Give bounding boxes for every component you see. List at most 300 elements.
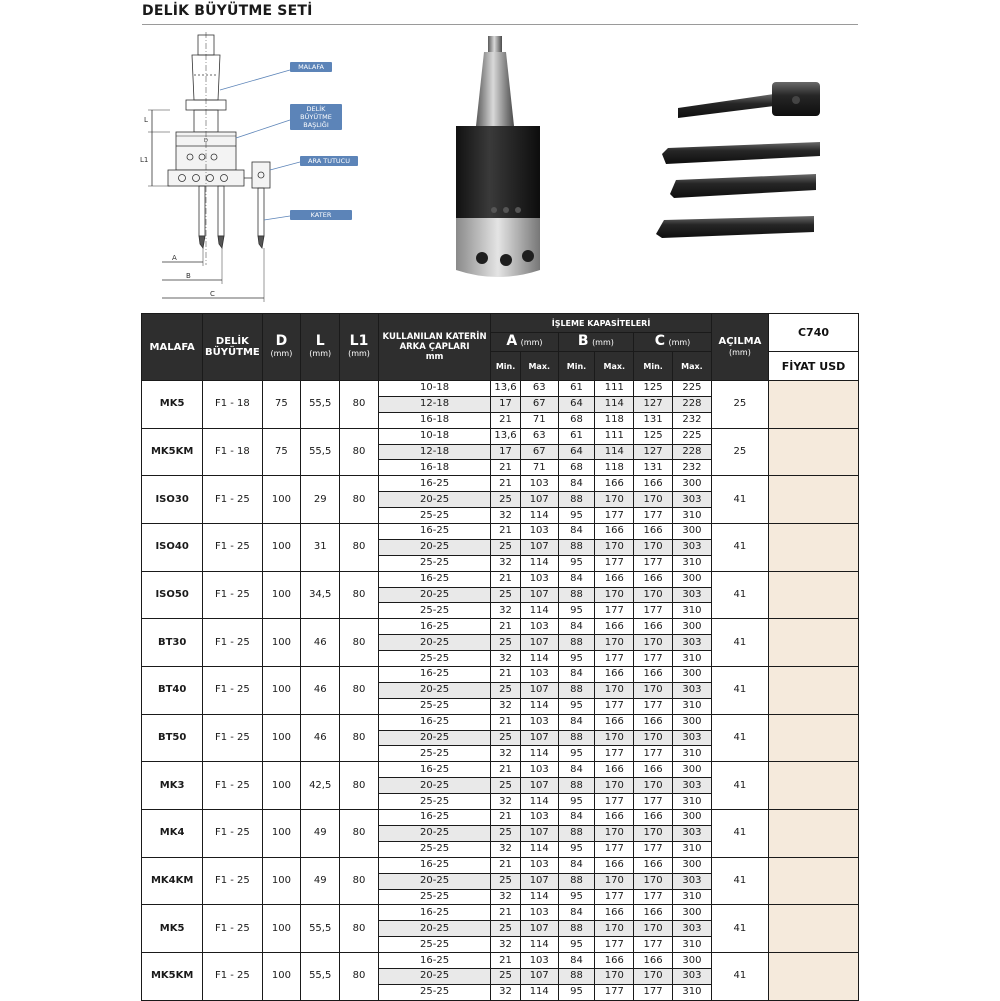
d-cell: 75	[262, 428, 301, 476]
a-max-cell: 107	[520, 492, 558, 508]
kater-cap-cell: 20-25	[378, 587, 490, 603]
b-max-cell: 166	[595, 667, 634, 683]
boring-bars-photo	[652, 78, 824, 242]
a-min-cell: 25	[491, 921, 521, 937]
b-min-cell: 95	[558, 841, 595, 857]
product-code: C740	[769, 314, 859, 352]
a-max-cell: 114	[520, 651, 558, 667]
b-max-cell: 170	[595, 730, 634, 746]
b-max-cell: 170	[595, 968, 634, 984]
price-cell	[769, 953, 859, 1001]
b-min-cell: 88	[558, 539, 595, 555]
c-max-cell: 310	[672, 603, 711, 619]
l1-cell: 80	[340, 428, 379, 476]
b-min-cell: 88	[558, 921, 595, 937]
c-min-cell: 170	[634, 730, 673, 746]
b-max-cell: 166	[595, 524, 634, 540]
b-min-cell: 68	[558, 412, 595, 428]
d-cell: 100	[262, 571, 301, 619]
a-max-cell: 103	[520, 524, 558, 540]
header-L1	[340, 314, 379, 381]
d-cell: 100	[262, 476, 301, 524]
d-cell: 100	[262, 857, 301, 905]
a-min-cell: 25	[491, 492, 521, 508]
a-min-cell: 32	[491, 841, 521, 857]
a-min-cell: 17	[491, 444, 521, 460]
table-row	[142, 905, 859, 921]
a-max-cell: 114	[520, 698, 558, 714]
c-min-cell: 170	[634, 968, 673, 984]
b-min-cell: 84	[558, 953, 595, 969]
header-acilma	[711, 314, 768, 381]
a-min-cell: 25	[491, 587, 521, 603]
a-max-cell: 63	[520, 428, 558, 444]
table-row	[142, 667, 859, 683]
table-row	[142, 524, 859, 540]
a-min-cell: 32	[491, 508, 521, 524]
price-cell	[769, 428, 859, 476]
malafa-cell: BT50	[142, 714, 203, 762]
c-min-cell: 125	[634, 428, 673, 444]
b-max-cell: 170	[595, 635, 634, 651]
a-min-cell: 21	[491, 412, 521, 428]
delik-cell: F1 - 18	[203, 428, 262, 476]
kater-cap-cell: 16-25	[378, 953, 490, 969]
b-min-cell: 84	[558, 571, 595, 587]
c-min-cell: 170	[634, 539, 673, 555]
b-min-cell: 95	[558, 698, 595, 714]
kater-cap-cell: 20-25	[378, 682, 490, 698]
b-min-cell: 64	[558, 396, 595, 412]
d-cell: 75	[262, 381, 301, 429]
c-max-cell: 300	[672, 905, 711, 921]
acilma-cell: 41	[711, 714, 768, 762]
header-C-unit: (mm)	[668, 338, 691, 347]
l1-cell: 80	[340, 953, 379, 1001]
c-max-cell: 303	[672, 492, 711, 508]
l-cell: 34,5	[301, 571, 340, 619]
header-L-label: L	[315, 332, 325, 349]
title-divider	[142, 24, 858, 25]
kater-cap-cell: 25-25	[378, 555, 490, 571]
table-row	[142, 571, 859, 587]
a-max-cell: 114	[520, 984, 558, 1000]
label-kater: KATER	[290, 210, 352, 220]
b-max-cell: 177	[595, 937, 634, 953]
a-max-cell: 67	[520, 396, 558, 412]
a-max-cell: 103	[520, 667, 558, 683]
price-cell	[769, 524, 859, 572]
acilma-cell: 41	[711, 857, 768, 905]
kater-cap-cell: 16-25	[378, 571, 490, 587]
b-max-cell: 170	[595, 587, 634, 603]
acilma-cell: 41	[711, 762, 768, 810]
c-max-cell: 228	[672, 444, 711, 460]
malafa-cell: ISO50	[142, 571, 203, 619]
c-min-cell: 177	[634, 746, 673, 762]
dim-D-label: D	[204, 138, 208, 144]
b-min-cell: 84	[558, 810, 595, 826]
b-max-cell: 170	[595, 873, 634, 889]
a-max-cell: 114	[520, 937, 558, 953]
table-row	[142, 381, 859, 397]
table-row	[142, 857, 859, 873]
malafa-cell: ISO40	[142, 524, 203, 572]
kater-cap-cell: 10-18	[378, 381, 490, 397]
l-cell: 49	[301, 810, 340, 858]
b-min-cell: 84	[558, 714, 595, 730]
a-min-cell: 13,6	[491, 428, 521, 444]
l1-cell: 80	[340, 571, 379, 619]
c-max-cell: 310	[672, 794, 711, 810]
c-min-cell: 166	[634, 953, 673, 969]
price-label: FİYAT USD	[769, 352, 859, 381]
l1-cell: 80	[340, 381, 379, 429]
malafa-cell: MK5	[142, 905, 203, 953]
kater-cap-cell: 16-25	[378, 667, 490, 683]
a-max-cell: 114	[520, 603, 558, 619]
a-min-cell: 25	[491, 825, 521, 841]
c-max-cell: 310	[672, 698, 711, 714]
b-max-cell: 166	[595, 857, 634, 873]
malafa-cell: BT30	[142, 619, 203, 667]
l-cell: 49	[301, 857, 340, 905]
b-max-cell: 114	[595, 444, 634, 460]
kater-cap-cell: 20-25	[378, 825, 490, 841]
c-min-cell: 170	[634, 492, 673, 508]
kater-cap-cell: 16-18	[378, 460, 490, 476]
b-max-cell: 166	[595, 953, 634, 969]
kater-cap-cell: 25-25	[378, 746, 490, 762]
b-min-cell: 95	[558, 794, 595, 810]
delik-cell: F1 - 25	[203, 762, 262, 810]
b-max-cell: 166	[595, 905, 634, 921]
a-max-cell: 107	[520, 968, 558, 984]
header-L	[301, 314, 340, 381]
d-cell: 100	[262, 762, 301, 810]
a-max-cell: 107	[520, 730, 558, 746]
label-ara-tutucu: ARA TUTUCU	[300, 156, 358, 166]
malafa-cell: MK5KM	[142, 428, 203, 476]
price-cell	[769, 476, 859, 524]
b-min-cell: 61	[558, 381, 595, 397]
malafa-cell: MK5	[142, 381, 203, 429]
malafa-cell: MK4	[142, 810, 203, 858]
c-max-cell: 303	[672, 968, 711, 984]
header-kullanilan-label: KULLANILAN KATERİN ARKA ÇAPLARI	[382, 332, 487, 352]
c-max-cell: 303	[672, 635, 711, 651]
malafa-cell: BT40	[142, 667, 203, 715]
c-max-cell: 310	[672, 508, 711, 524]
delik-cell: F1 - 25	[203, 905, 262, 953]
c-max-cell: 310	[672, 937, 711, 953]
dim-L1-label: L1	[140, 156, 149, 164]
table-row	[142, 714, 859, 730]
malafa-cell: ISO30	[142, 476, 203, 524]
header-D-label: D	[275, 332, 288, 349]
delik-cell: F1 - 25	[203, 619, 262, 667]
kater-cap-cell: 20-25	[378, 968, 490, 984]
b-max-cell: 170	[595, 921, 634, 937]
l1-cell: 80	[340, 619, 379, 667]
a-max-cell: 107	[520, 921, 558, 937]
a-min-cell: 21	[491, 905, 521, 921]
c-min-cell: 177	[634, 984, 673, 1000]
delik-cell: F1 - 18	[203, 381, 262, 429]
header-B	[558, 333, 634, 352]
acilma-cell: 41	[711, 810, 768, 858]
spec-table	[141, 313, 859, 1001]
header-b-min: Min.	[558, 352, 595, 381]
c-min-cell: 166	[634, 571, 673, 587]
b-max-cell: 177	[595, 651, 634, 667]
table-row	[142, 762, 859, 778]
a-max-cell: 103	[520, 953, 558, 969]
a-min-cell: 32	[491, 603, 521, 619]
a-min-cell: 25	[491, 539, 521, 555]
c-max-cell: 303	[672, 825, 711, 841]
c-min-cell: 170	[634, 873, 673, 889]
c-max-cell: 303	[672, 921, 711, 937]
a-min-cell: 21	[491, 476, 521, 492]
header-D-unit: (mm)	[270, 348, 293, 358]
l-cell: 55,5	[301, 428, 340, 476]
kater-cap-cell: 20-25	[378, 539, 490, 555]
c-min-cell: 170	[634, 635, 673, 651]
b-max-cell: 170	[595, 682, 634, 698]
b-min-cell: 84	[558, 524, 595, 540]
header-kullanilan-unit: mm	[425, 352, 444, 362]
c-min-cell: 166	[634, 762, 673, 778]
delik-cell: F1 - 25	[203, 810, 262, 858]
l-cell: 29	[301, 476, 340, 524]
b-min-cell: 84	[558, 905, 595, 921]
c-min-cell: 166	[634, 524, 673, 540]
c-min-cell: 166	[634, 714, 673, 730]
kater-cap-cell: 16-25	[378, 810, 490, 826]
c-max-cell: 310	[672, 746, 711, 762]
b-max-cell: 177	[595, 794, 634, 810]
a-max-cell: 114	[520, 746, 558, 762]
acilma-cell: 41	[711, 476, 768, 524]
price-cell	[769, 571, 859, 619]
l1-cell: 80	[340, 810, 379, 858]
b-min-cell: 95	[558, 984, 595, 1000]
l1-cell: 80	[340, 524, 379, 572]
c-max-cell: 300	[672, 619, 711, 635]
b-max-cell: 166	[595, 571, 634, 587]
c-min-cell: 177	[634, 889, 673, 905]
table-row	[142, 476, 859, 492]
dim-L-label: L	[144, 116, 148, 124]
price-cell	[769, 714, 859, 762]
b-min-cell: 95	[558, 937, 595, 953]
l-cell: 46	[301, 619, 340, 667]
l1-cell: 80	[340, 714, 379, 762]
c-max-cell: 232	[672, 412, 711, 428]
price-cell	[769, 810, 859, 858]
kater-cap-cell: 20-25	[378, 921, 490, 937]
l-cell: 55,5	[301, 381, 340, 429]
b-max-cell: 177	[595, 889, 634, 905]
b-min-cell: 88	[558, 682, 595, 698]
b-min-cell: 84	[558, 762, 595, 778]
b-min-cell: 88	[558, 730, 595, 746]
header-D	[262, 314, 301, 381]
a-max-cell: 103	[520, 714, 558, 730]
acilma-cell: 41	[711, 667, 768, 715]
kater-cap-cell: 16-25	[378, 905, 490, 921]
c-min-cell: 170	[634, 778, 673, 794]
acilma-cell: 25	[711, 381, 768, 429]
label-malafa: MALAFA	[290, 62, 332, 72]
c-min-cell: 177	[634, 841, 673, 857]
c-min-cell: 131	[634, 412, 673, 428]
c-min-cell: 177	[634, 555, 673, 571]
a-min-cell: 13,6	[491, 381, 521, 397]
d-cell: 100	[262, 667, 301, 715]
kater-cap-cell: 25-25	[378, 651, 490, 667]
c-max-cell: 303	[672, 539, 711, 555]
header-L-unit: (mm)	[309, 348, 332, 358]
header-L1-label: L1	[349, 332, 369, 349]
b-max-cell: 118	[595, 460, 634, 476]
b-max-cell: 118	[595, 412, 634, 428]
kater-cap-cell: 20-25	[378, 778, 490, 794]
c-min-cell: 177	[634, 603, 673, 619]
header-L1-unit: (mm)	[348, 348, 370, 358]
c-max-cell: 310	[672, 841, 711, 857]
c-max-cell: 303	[672, 778, 711, 794]
kater-cap-cell: 25-25	[378, 984, 490, 1000]
c-max-cell: 228	[672, 396, 711, 412]
dim-C-label: C	[210, 290, 215, 298]
b-min-cell: 95	[558, 555, 595, 571]
a-min-cell: 32	[491, 984, 521, 1000]
b-max-cell: 166	[595, 810, 634, 826]
header-delik-buyutme: DELİK BÜYÜTME	[203, 314, 262, 381]
technical-drawing-svg	[140, 30, 370, 305]
b-max-cell: 177	[595, 603, 634, 619]
header-c-min: Min.	[634, 352, 673, 381]
b-max-cell: 166	[595, 476, 634, 492]
header-A	[491, 333, 558, 352]
acilma-cell: 25	[711, 428, 768, 476]
a-max-cell: 103	[520, 762, 558, 778]
header-isleme: İŞLEME KAPASİTELERİ	[491, 314, 712, 333]
b-max-cell: 170	[595, 825, 634, 841]
price-cell	[769, 857, 859, 905]
b-max-cell: 111	[595, 381, 634, 397]
c-min-cell: 127	[634, 396, 673, 412]
c-max-cell: 300	[672, 857, 711, 873]
a-min-cell: 32	[491, 698, 521, 714]
delik-cell: F1 - 25	[203, 714, 262, 762]
header-A-unit: (mm)	[520, 338, 543, 347]
kater-cap-cell: 25-25	[378, 794, 490, 810]
a-min-cell: 21	[491, 857, 521, 873]
b-min-cell: 84	[558, 619, 595, 635]
header-a-max: Max.	[520, 352, 558, 381]
c-min-cell: 170	[634, 587, 673, 603]
b-min-cell: 95	[558, 651, 595, 667]
a-min-cell: 25	[491, 635, 521, 651]
b-min-cell: 95	[558, 508, 595, 524]
kater-cap-cell: 25-25	[378, 937, 490, 953]
b-max-cell: 177	[595, 746, 634, 762]
kater-cap-cell: 20-25	[378, 730, 490, 746]
c-min-cell: 166	[634, 810, 673, 826]
d-cell: 100	[262, 905, 301, 953]
spec-table-body	[142, 381, 859, 1001]
a-min-cell: 21	[491, 714, 521, 730]
kater-cap-cell: 12-18	[378, 396, 490, 412]
a-max-cell: 114	[520, 889, 558, 905]
c-min-cell: 131	[634, 460, 673, 476]
l-cell: 31	[301, 524, 340, 572]
c-min-cell: 166	[634, 667, 673, 683]
c-max-cell: 310	[672, 651, 711, 667]
price-cell	[769, 762, 859, 810]
c-max-cell: 310	[672, 889, 711, 905]
header-malafa: MALAFA	[142, 314, 203, 381]
c-min-cell: 170	[634, 825, 673, 841]
acilma-cell: 41	[711, 619, 768, 667]
a-max-cell: 71	[520, 460, 558, 476]
a-max-cell: 114	[520, 794, 558, 810]
c-max-cell: 303	[672, 873, 711, 889]
l1-cell: 80	[340, 762, 379, 810]
c-min-cell: 125	[634, 381, 673, 397]
c-max-cell: 303	[672, 730, 711, 746]
malafa-cell: MK4KM	[142, 857, 203, 905]
l-cell: 55,5	[301, 953, 340, 1001]
c-min-cell: 166	[634, 905, 673, 921]
c-max-cell: 300	[672, 953, 711, 969]
b-min-cell: 88	[558, 873, 595, 889]
a-max-cell: 107	[520, 587, 558, 603]
l1-cell: 80	[340, 667, 379, 715]
a-min-cell: 21	[491, 762, 521, 778]
c-max-cell: 300	[672, 667, 711, 683]
price-cell	[769, 381, 859, 429]
a-min-cell: 25	[491, 730, 521, 746]
c-min-cell: 177	[634, 508, 673, 524]
c-min-cell: 127	[634, 444, 673, 460]
a-max-cell: 107	[520, 635, 558, 651]
delik-cell: F1 - 25	[203, 667, 262, 715]
kater-cap-cell: 20-25	[378, 873, 490, 889]
header-B-label: B	[577, 333, 589, 349]
l1-cell: 80	[340, 905, 379, 953]
kater-cap-cell: 10-18	[378, 428, 490, 444]
c-max-cell: 300	[672, 810, 711, 826]
acilma-cell: 41	[711, 571, 768, 619]
d-cell: 100	[262, 953, 301, 1001]
b-max-cell: 177	[595, 984, 634, 1000]
d-cell: 100	[262, 619, 301, 667]
b-max-cell: 177	[595, 841, 634, 857]
a-max-cell: 103	[520, 619, 558, 635]
b-max-cell: 177	[595, 508, 634, 524]
a-min-cell: 21	[491, 571, 521, 587]
a-min-cell: 32	[491, 555, 521, 571]
delik-cell: F1 - 25	[203, 571, 262, 619]
kater-cap-cell: 16-25	[378, 524, 490, 540]
malafa-cell: MK5KM	[142, 953, 203, 1001]
c-min-cell: 177	[634, 698, 673, 714]
label-delik-buyutme: DELİK BÜYÜTME BAŞLIĞI	[290, 104, 342, 130]
